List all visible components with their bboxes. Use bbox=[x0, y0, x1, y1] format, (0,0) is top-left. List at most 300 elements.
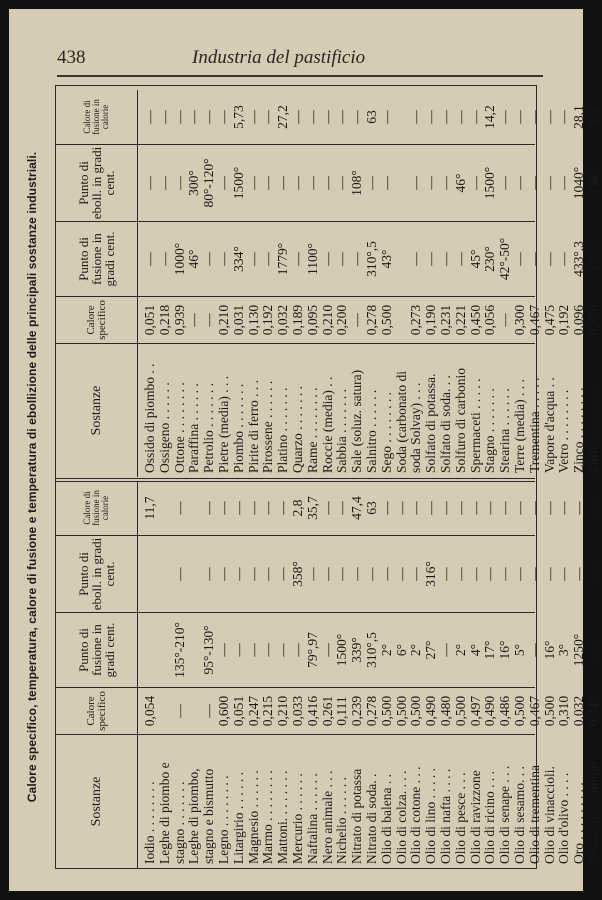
cell-calore-fusione: 14,2 bbox=[482, 105, 498, 129]
cell-sostanze: Ottone . . . . . . . . bbox=[171, 382, 187, 473]
cell-calore-specifico: — bbox=[186, 313, 202, 327]
cell-punto-ebollizione: — bbox=[171, 176, 187, 190]
cell-punto-fusione: 27° bbox=[423, 640, 439, 660]
cell-calore-specifico: 0,500 bbox=[541, 695, 557, 727]
column-punto-fusione bbox=[56, 613, 601, 688]
cell-punto-ebollizione: — bbox=[437, 567, 453, 581]
cell-calore-specifico: 0,189 bbox=[289, 304, 305, 336]
table-right-half bbox=[56, 87, 601, 477]
cell-calore-specifico: — bbox=[497, 313, 513, 327]
column-body-punto-ebollizione bbox=[142, 145, 601, 221]
cell-calore-specifico: — bbox=[201, 313, 217, 327]
cell-calore-specifico: 0,467 bbox=[526, 304, 542, 336]
cell-punto-ebollizione: — bbox=[334, 567, 350, 581]
cell-calore-fusione bbox=[186, 481, 201, 535]
cell-punto-ebollizione: 300° bbox=[186, 170, 202, 196]
cell-punto-fusione: 1100° bbox=[304, 243, 320, 275]
column-header-calore-specifico: Calore specifico bbox=[56, 688, 138, 734]
column-header-calore-fusione: Calore di fusione in calorie bbox=[56, 90, 138, 144]
cell-sostanze: Magnesio . . . . . . bbox=[245, 770, 261, 864]
cell-calore-fusione: — bbox=[482, 501, 498, 515]
cell-sostanze: Spermaceti . . . . . bbox=[467, 378, 483, 473]
cell-punto-fusione: — bbox=[511, 252, 527, 266]
cell-calore-specifico: 0,210 bbox=[215, 304, 231, 336]
cell-punto-fusione: 95°-130° bbox=[201, 625, 217, 675]
cell-calore-fusione bbox=[394, 90, 409, 144]
cell-calore-fusione: — bbox=[319, 110, 335, 124]
cell-punto-fusione: 1500° bbox=[334, 633, 350, 667]
cell-punto-fusione: — bbox=[319, 643, 335, 657]
cell-punto-fusione: — bbox=[201, 252, 217, 266]
cell-sostanze: Naftalina . . . . . . bbox=[304, 773, 320, 864]
cell-calore-fusione: — bbox=[556, 501, 572, 515]
cell-punto-ebollizione: — bbox=[408, 567, 424, 581]
cell-punto-ebollizione: — bbox=[363, 567, 379, 581]
cell-calore-fusione: — bbox=[526, 110, 542, 124]
cell-punto-ebollizione: — bbox=[201, 567, 217, 581]
cell-calore-specifico: 0,500 bbox=[393, 695, 409, 727]
cell-calore-specifico: 0,200 bbox=[334, 304, 350, 336]
cell-punto-fusione: 334° bbox=[230, 246, 246, 272]
cell-calore-fusione: — bbox=[349, 110, 365, 124]
column-body-sostanze bbox=[142, 344, 601, 477]
cell-calore-fusione: — bbox=[260, 110, 276, 124]
cell-sostanze: Platino . . . . . . . bbox=[275, 387, 291, 473]
cell-sostanze: Litargirio . . . . . . bbox=[230, 772, 246, 864]
cell-calore-specifico: 0,500 bbox=[452, 695, 468, 727]
cell-calore-fusione: — bbox=[201, 501, 217, 515]
cell-punto-fusione: 310°,5 bbox=[363, 241, 379, 277]
cell-sostanze: Olio di ravizzone bbox=[467, 770, 483, 864]
cell-punto-ebollizione: — bbox=[156, 176, 172, 190]
cell-sostanze: Sale (soluz. satura) bbox=[349, 369, 365, 473]
cell-calore-fusione bbox=[157, 481, 172, 535]
cell-punto-ebollizione: — bbox=[511, 176, 527, 190]
cell-punto-ebollizione: — bbox=[556, 176, 572, 190]
cell-punto-ebollizione: 358° bbox=[289, 561, 305, 587]
cell-punto-fusione: — bbox=[541, 252, 557, 266]
cell-punto-ebollizione: — bbox=[556, 567, 572, 581]
cell-sostanze: Solfato di soda. . . bbox=[437, 375, 453, 473]
cell-punto-fusione: 310°,5 bbox=[363, 632, 379, 668]
cell-calore-fusione: — bbox=[452, 110, 468, 124]
cell-calore-specifico: 0,500 bbox=[378, 304, 394, 336]
cell-punto-fusione: — bbox=[334, 252, 350, 266]
cell-calore-fusione: 63 bbox=[363, 501, 379, 515]
cell-punto-fusione: 1250° bbox=[571, 633, 587, 667]
cell-sostanze: stagno . . . . . . . bbox=[171, 781, 187, 864]
cell-punto-fusione: 3° bbox=[556, 643, 572, 657]
column-calore-fusione bbox=[56, 90, 601, 145]
cell-sostanze: Legno . . . . . . . . bbox=[215, 775, 231, 864]
cell-sostanze: Vapore d'acqua . . bbox=[541, 377, 557, 473]
cell-punto-ebollizione: — bbox=[349, 567, 365, 581]
cell-calore-specifico: 0,261 bbox=[319, 695, 335, 727]
cell-sostanze: Solfuro di carbonio bbox=[452, 368, 468, 473]
cell-calore-specifico: 0,490 bbox=[482, 695, 498, 727]
cell-punto-ebollizione: — bbox=[378, 567, 394, 581]
cell-punto-fusione: 2° bbox=[452, 643, 468, 657]
column-body-calore-specifico bbox=[142, 297, 601, 343]
cell-punto-fusione: 16° bbox=[541, 640, 557, 660]
cell-calore-specifico: — bbox=[201, 704, 217, 718]
cell-punto-ebollizione: — bbox=[467, 176, 483, 190]
cell-calore-fusione: — bbox=[215, 110, 231, 124]
cell-punto-ebollizione: 46° bbox=[452, 173, 468, 193]
cell-calore-fusione: — bbox=[378, 110, 394, 124]
column-body-punto-ebollizione bbox=[142, 536, 601, 612]
column-calore-fusione bbox=[56, 481, 601, 536]
cell-calore-fusione: — bbox=[408, 110, 424, 124]
cell-calore-specifico: 0,480 bbox=[437, 695, 453, 727]
cell-punto-ebollizione bbox=[186, 536, 201, 612]
cell-calore-specifico: 0,273 bbox=[408, 304, 424, 336]
cell-punto-ebollizione: 108° bbox=[349, 170, 365, 196]
cell-sostanze: Petrolio . . . . . . . bbox=[201, 383, 217, 473]
cell-calore-fusione: — bbox=[334, 501, 350, 515]
cell-calore-fusione: — bbox=[171, 110, 187, 124]
rotated-table-block bbox=[25, 85, 601, 869]
cell-punto-fusione: — bbox=[526, 252, 542, 266]
cell-calore-specifico: 0,130 bbox=[245, 304, 261, 336]
column-header-calore-fusione: Calore di fusione in calorie bbox=[56, 481, 138, 535]
cell-calore-specifico: 0,310 bbox=[556, 695, 572, 727]
cell-sostanze: Piombo . . . . . . . bbox=[230, 383, 246, 473]
column-header-punto-ebollizione: Punto di eboll. in gradi cent. bbox=[56, 536, 138, 612]
cell-calore-fusione: 27,2 bbox=[275, 105, 291, 129]
cell-punto-fusione: 2° bbox=[378, 643, 394, 657]
cell-punto-ebollizione: — bbox=[334, 176, 350, 190]
cell-calore-specifico: 0,221 bbox=[452, 304, 468, 336]
cell-sostanze: Olio di colza. . . . bbox=[393, 770, 409, 864]
cell-calore-specifico: 0,231 bbox=[437, 304, 453, 336]
cell-calore-fusione: 28,1 bbox=[571, 105, 587, 129]
cell-punto-ebollizione: 1040° bbox=[571, 166, 587, 200]
cell-calore-specifico: 0,247 bbox=[585, 695, 601, 727]
cell-calore-fusione: — bbox=[156, 110, 172, 124]
cell-punto-fusione: — bbox=[289, 252, 305, 266]
cell-calore-specifico: 0,490 bbox=[423, 695, 439, 727]
cell-sostanze: Terre (media) . . . bbox=[511, 379, 527, 473]
cell-sostanze: Zinco . . . . . . . . bbox=[571, 387, 587, 473]
cell-sostanze: Ossido di carbonio bbox=[585, 762, 601, 864]
column-punto-fusione bbox=[56, 222, 601, 297]
cell-calore-specifico: 0,467 bbox=[526, 695, 542, 727]
column-header-punto-fusione: Punto di fusione in gradi cent. bbox=[56, 222, 138, 296]
cell-sostanze: Ossigeno . . . . . . bbox=[156, 382, 172, 473]
cell-sostanze: Solfato di potassa. bbox=[423, 373, 439, 473]
cell-calore-fusione: — bbox=[334, 110, 350, 124]
cell-punto-ebollizione: — bbox=[423, 176, 439, 190]
cell-calore-specifico: 0,176 bbox=[585, 304, 601, 336]
cell-calore-specifico: 0,278 bbox=[363, 304, 379, 336]
cell-punto-fusione: — bbox=[215, 252, 231, 266]
cell-calore-fusione: — bbox=[511, 501, 527, 515]
cell-calore-fusione: — bbox=[467, 110, 483, 124]
data-table bbox=[55, 85, 601, 869]
cell-calore-specifico: 0,497 bbox=[467, 695, 483, 727]
cell-calore-specifico: 0,278 bbox=[363, 695, 379, 727]
cell-calore-specifico: 0,032 bbox=[275, 304, 291, 336]
cell-punto-ebollizione: — bbox=[571, 567, 587, 581]
cell-calore-specifico: 0,190 bbox=[423, 304, 439, 336]
cell-punto-fusione: — bbox=[245, 643, 261, 657]
cell-sostanze: Leghe di piombo, bbox=[186, 768, 202, 864]
cell-sostanze: stagno e bismutto bbox=[201, 768, 217, 864]
cell-punto-fusione: 339° bbox=[349, 637, 365, 663]
cell-calore-specifico: 0,210 bbox=[319, 304, 335, 336]
cell-punto-ebollizione: — bbox=[526, 567, 542, 581]
cell-punto-fusione: — bbox=[437, 252, 453, 266]
cell-punto-ebollizione: — bbox=[585, 567, 601, 581]
cell-calore-fusione: — bbox=[541, 110, 557, 124]
cell-calore-specifico: 0,056 bbox=[482, 304, 498, 336]
cell-calore-fusione: — bbox=[437, 110, 453, 124]
cell-punto-fusione: 135°-210° bbox=[171, 622, 187, 678]
cell-calore-fusione: — bbox=[393, 501, 409, 515]
cell-punto-ebollizione: 80°-120° bbox=[201, 158, 217, 208]
cell-calore-specifico: 0,051 bbox=[230, 695, 246, 727]
column-body-punto-fusione bbox=[142, 613, 601, 687]
cell-calore-fusione: — bbox=[571, 501, 587, 515]
running-title: Industria del pastificio bbox=[192, 47, 366, 68]
cell-calore-fusione: — bbox=[497, 501, 513, 515]
cell-punto-fusione bbox=[157, 613, 172, 687]
cell-calore-fusione: — bbox=[526, 501, 542, 515]
cell-calore-specifico bbox=[186, 688, 201, 734]
page-number: 438 bbox=[57, 47, 86, 68]
cell-punto-fusione: — bbox=[349, 252, 365, 266]
cell-sostanze: Olio di sesamo. . . bbox=[511, 766, 527, 864]
cell-calore-specifico: 0,500 bbox=[378, 695, 394, 727]
cell-sostanze: Paraffina . . . . . . bbox=[186, 383, 202, 473]
cell-punto-ebollizione: 450° bbox=[585, 170, 601, 196]
cell-punto-fusione: 46° bbox=[186, 249, 202, 269]
cell-punto-ebollizione: — bbox=[275, 176, 291, 190]
cell-punto-ebollizione: — bbox=[526, 176, 542, 190]
book-page bbox=[9, 9, 601, 891]
cell-sostanze: Olio di ricino . . . bbox=[482, 771, 498, 864]
cell-punto-fusione: — bbox=[215, 643, 231, 657]
cell-calore-fusione: — bbox=[541, 501, 557, 515]
cell-punto-ebollizione: — bbox=[378, 176, 394, 190]
cell-punto-fusione: 433°,3 bbox=[571, 241, 587, 277]
cell-sostanze: Olio di senape . . . bbox=[497, 765, 513, 864]
cell-punto-fusione bbox=[394, 222, 409, 296]
column-header-punto-fusione: Punto di fusione in gradi cent. bbox=[56, 613, 138, 687]
cell-calore-specifico: 0,210 bbox=[275, 695, 291, 727]
cell-sostanze: Olio di vinaccioli. bbox=[541, 766, 557, 864]
cell-sostanze: Zolfo . . . . . . . . bbox=[585, 389, 601, 473]
cell-punto-fusione: 43° bbox=[378, 249, 394, 269]
cell-sostanze: Stagno . . . . . . . bbox=[482, 388, 498, 473]
cell-punto-fusione: — bbox=[260, 643, 276, 657]
cell-sostanze: Pietre (media) . . . bbox=[215, 375, 231, 473]
cell-punto-fusione: — bbox=[585, 643, 601, 657]
cell-calore-fusione: — bbox=[408, 501, 424, 515]
cell-calore-specifico: 0,300 bbox=[511, 304, 527, 336]
cell-punto-fusione: 2° bbox=[408, 643, 424, 657]
cell-punto-ebollizione: — bbox=[171, 567, 187, 581]
cell-sostanze: Olio di lino . . . . . bbox=[423, 767, 439, 864]
cell-calore-specifico: 0,192 bbox=[556, 304, 572, 336]
cell-calore-specifico: 0,033 bbox=[289, 695, 305, 727]
header-rule bbox=[57, 75, 543, 77]
cell-calore-specifico: 0,416 bbox=[304, 695, 320, 727]
cell-punto-ebollizione: — bbox=[260, 176, 276, 190]
cell-calore-specifico bbox=[157, 688, 172, 734]
cell-sostanze: Mercurio . . . . . . bbox=[289, 773, 305, 864]
cell-calore-fusione: — bbox=[437, 501, 453, 515]
cell-calore-specifico: 0,051 bbox=[142, 304, 157, 336]
cell-calore-fusione: — bbox=[260, 501, 276, 515]
table-left-half bbox=[56, 481, 601, 868]
cell-punto-ebollizione: — bbox=[497, 176, 513, 190]
cell-calore-fusione: — bbox=[275, 501, 291, 515]
column-body-punto-fusione bbox=[142, 222, 601, 296]
cell-calore-specifico: 0,600 bbox=[215, 695, 231, 727]
cell-calore-specifico: 0,215 bbox=[260, 695, 276, 727]
cell-punto-ebollizione: — bbox=[363, 176, 379, 190]
cell-punto-fusione: 17° bbox=[482, 640, 498, 660]
cell-sostanze: soda Solvay) . . . bbox=[408, 382, 424, 473]
cell-punto-fusione: 79°,97 bbox=[304, 632, 320, 668]
cell-punto-ebollizione: — bbox=[304, 176, 320, 190]
cell-sostanze: Sego . . . . . . . . bbox=[378, 392, 394, 473]
column-header-sostanze: Sostanze bbox=[56, 344, 138, 477]
cell-calore-specifico: 0,032 bbox=[571, 695, 587, 727]
cell-calore-fusione: 63 bbox=[363, 110, 379, 124]
cell-sostanze: Trementina . . . . . bbox=[526, 377, 542, 473]
column-header-punto-ebollizione: Punto di eboll. in gradi cent. bbox=[56, 145, 138, 221]
cell-calore-specifico: 0,486 bbox=[497, 695, 513, 727]
cell-punto-ebollizione: — bbox=[215, 567, 231, 581]
column-body-sostanze bbox=[142, 735, 601, 868]
cell-calore-fusione: — bbox=[556, 110, 572, 124]
cell-calore-fusione: 9,4 bbox=[585, 108, 601, 126]
cell-calore-specifico: 0,095 bbox=[304, 304, 320, 336]
cell-sostanze: Olio d'olivo . . . . bbox=[556, 772, 572, 864]
cell-punto-ebollizione: — bbox=[437, 176, 453, 190]
cell-punto-ebollizione: — bbox=[319, 176, 335, 190]
cell-punto-ebollizione: 1500° bbox=[230, 166, 246, 200]
cell-punto-fusione: 1779° bbox=[275, 242, 291, 276]
cell-calore-fusione: — bbox=[245, 501, 261, 515]
center-double-rule bbox=[56, 478, 535, 482]
cell-punto-ebollizione: — bbox=[482, 567, 498, 581]
cell-sostanze: Sabbia . . . . . . . bbox=[334, 389, 350, 473]
cell-punto-fusione: 45° bbox=[467, 249, 483, 269]
cell-punto-ebollizione: — bbox=[275, 567, 291, 581]
cell-calore-fusione: — bbox=[201, 110, 217, 124]
cell-punto-fusione: 230° bbox=[482, 246, 498, 272]
cell-punto-fusione: — bbox=[526, 643, 542, 657]
cell-punto-ebollizione: — bbox=[497, 567, 513, 581]
cell-calore-specifico: 0,192 bbox=[260, 304, 276, 336]
cell-punto-ebollizione: — bbox=[245, 176, 261, 190]
cell-punto-fusione: — bbox=[260, 252, 276, 266]
cell-punto-fusione: — bbox=[156, 252, 172, 266]
cell-punto-fusione: 16° bbox=[497, 640, 513, 660]
cell-punto-ebollizione: — bbox=[260, 567, 276, 581]
cell-sostanze: Nitrato di potassa bbox=[349, 768, 365, 864]
cell-punto-fusione bbox=[186, 613, 201, 687]
cell-punto-ebollizione: — bbox=[319, 567, 335, 581]
cell-calore-specifico: 0,939 bbox=[171, 304, 187, 336]
cell-punto-fusione: — bbox=[319, 252, 335, 266]
column-calore-specifico bbox=[56, 297, 601, 344]
cell-punto-ebollizione bbox=[394, 145, 409, 221]
column-punto-ebollizione bbox=[56, 145, 601, 222]
cell-calore-specifico: 0,500 bbox=[511, 695, 527, 727]
column-sostanze bbox=[56, 735, 601, 868]
cell-punto-fusione: 4° bbox=[467, 643, 483, 657]
cell-sostanze: Ossido di piombo . . bbox=[142, 363, 157, 473]
cell-punto-ebollizione: — bbox=[245, 567, 261, 581]
cell-punto-ebollizione bbox=[142, 536, 157, 612]
cell-sostanze: Salnitro . . . . . . bbox=[363, 389, 379, 473]
cell-punto-ebollizione: 316° bbox=[423, 561, 439, 587]
column-calore-specifico bbox=[56, 688, 601, 735]
cell-punto-ebollizione: — bbox=[215, 176, 231, 190]
cell-calore-fusione: — bbox=[289, 110, 305, 124]
cell-calore-fusione: — bbox=[171, 501, 187, 515]
cell-punto-ebollizione: — bbox=[230, 567, 246, 581]
cell-sostanze: Marmo . . . . . . . . bbox=[260, 770, 276, 864]
cell-punto-ebollizione: — bbox=[408, 176, 424, 190]
cell-punto-ebollizione: — bbox=[541, 176, 557, 190]
cell-sostanze: Pirossene . . . . . . bbox=[260, 380, 276, 473]
cell-calore-fusione: — bbox=[245, 110, 261, 124]
cell-punto-fusione: — bbox=[423, 252, 439, 266]
cell-punto-fusione: — bbox=[556, 252, 572, 266]
cell-sostanze: Olio di balena . . bbox=[378, 774, 394, 864]
cell-sostanze: Quarzo . . . . . . . bbox=[289, 386, 305, 473]
cell-punto-fusione: — bbox=[437, 643, 453, 657]
cell-sostanze: Leghe di piombo e bbox=[156, 762, 172, 864]
cell-calore-fusione: — bbox=[142, 110, 157, 124]
cell-calore-specifico: — bbox=[171, 704, 187, 718]
cell-punto-fusione: 42°-50° bbox=[497, 237, 513, 281]
cell-sostanze: Soda (carbonato di bbox=[393, 371, 409, 473]
column-header-sostanze: Sostanze bbox=[56, 735, 138, 868]
cell-punto-fusione bbox=[142, 613, 157, 687]
cell-punto-fusione: 5° bbox=[511, 643, 527, 657]
cell-calore-fusione: — bbox=[319, 501, 335, 515]
cell-punto-fusione: 6° bbox=[393, 643, 409, 657]
cell-punto-ebollizione: — bbox=[467, 567, 483, 581]
cell-calore-fusione: — bbox=[585, 501, 601, 515]
cell-punto-ebollizione: 1500° bbox=[482, 166, 498, 200]
cell-calore-specifico: 0,054 bbox=[142, 695, 157, 727]
column-sostanze bbox=[56, 344, 601, 477]
table-title: Calore specifico, temperatura, calore di fusione e temperatura di ebollizione delle principali sostanze industriali. bbox=[25, 151, 39, 803]
cell-calore-fusione: — bbox=[511, 110, 527, 124]
cell-punto-ebollizione: — bbox=[289, 176, 305, 190]
cell-sostanze: Nichelio . . . . . . bbox=[334, 777, 350, 864]
cell-sostanze: Roccie (media) . . bbox=[319, 376, 335, 473]
cell-calore-fusione: 35,7 bbox=[304, 496, 320, 520]
cell-calore-fusione: 11,7 bbox=[142, 496, 157, 520]
cell-sostanze: Nero animale . . . bbox=[319, 770, 335, 864]
cell-sostanze: Mattoni. . . . . . . . bbox=[275, 770, 291, 864]
cell-sostanze: Olio di cotone . . . bbox=[408, 766, 424, 864]
column-body-calore-fusione bbox=[142, 90, 601, 144]
cell-sostanze: Olio di nafta . . . . bbox=[437, 768, 453, 864]
cell-sostanze: Olio di pesce . . . bbox=[452, 772, 468, 864]
cell-calore-fusione: — bbox=[467, 501, 483, 515]
cell-punto-fusione: — bbox=[289, 643, 305, 657]
